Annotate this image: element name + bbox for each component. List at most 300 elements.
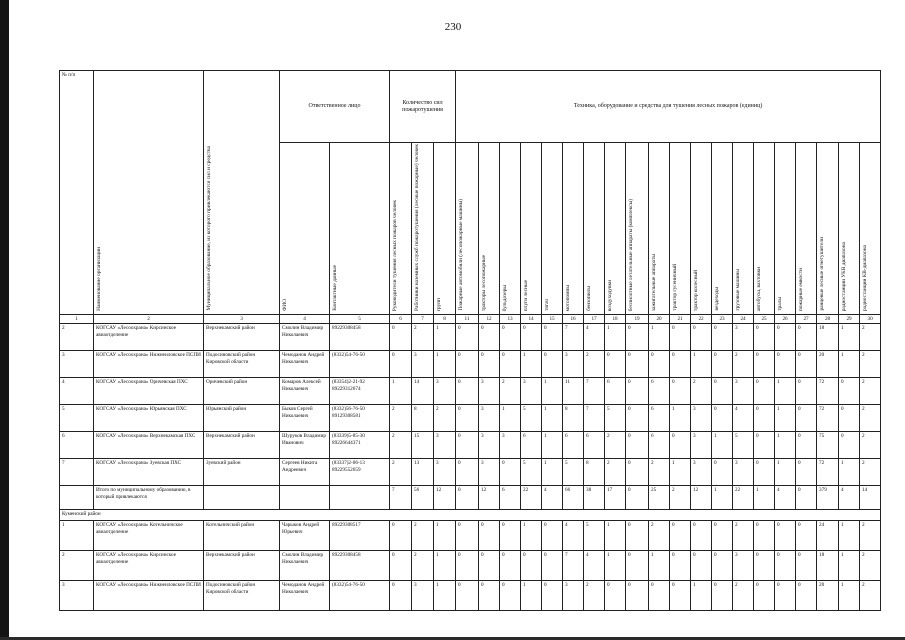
table-row — [60, 405, 881, 432]
value-cell: 0 — [500, 551, 521, 581]
organization-name: КОГСАУ «Лесоохрана» Нижнеиловское ПСПИ — [94, 351, 204, 378]
municipality-name: Котельничский район — [204, 521, 280, 551]
subtotal-value: 379 — [817, 486, 839, 510]
value-cell: 2 — [412, 551, 434, 581]
column-number: 11 — [456, 315, 479, 324]
table-row — [60, 551, 881, 581]
value-cell: 0 — [712, 581, 733, 611]
value-cell: 3 — [434, 432, 456, 459]
table-row — [60, 581, 881, 611]
value-cell: 0 — [521, 551, 542, 581]
value-cell: 0 — [775, 324, 796, 351]
value-cell: 1 — [839, 521, 860, 551]
value-cell: 72 — [817, 405, 839, 432]
value-cell: 3 — [479, 432, 500, 459]
value-cell: 2 — [434, 405, 456, 432]
value-cell: 0 — [839, 405, 860, 432]
value-cell: 4 — [563, 521, 584, 551]
header-contacts: Контактные данные — [330, 143, 390, 315]
row-number: 5 — [60, 405, 94, 432]
header-e20: радиостанции КВ-диапазона — [860, 143, 881, 315]
header-e11: трактор гусеничный — [670, 143, 691, 315]
value-cell: 1 — [500, 405, 521, 432]
responsible-name: Чарыков Андрей Юрьевич — [280, 521, 330, 551]
value-cell: 0 — [479, 324, 500, 351]
value-cell: 1 — [839, 351, 860, 378]
value-cell: 0 — [500, 459, 521, 486]
value-cell: 0 — [796, 432, 817, 459]
value-cell: 3 — [479, 378, 500, 405]
value-cell: 1 — [542, 378, 563, 405]
value-cell: 3 — [691, 405, 712, 432]
municipality-name: Юрьянский район — [204, 405, 280, 432]
value-cell: 0 — [479, 351, 500, 378]
row-number: 2 — [60, 324, 94, 351]
header-e12: трактор колесный — [691, 143, 712, 315]
value-cell: 1 — [670, 459, 691, 486]
value-cell: 7 — [563, 551, 584, 581]
value-cell: 0 — [626, 459, 649, 486]
municipality-name: Верхнекамский район — [204, 432, 280, 459]
value-cell: 0 — [712, 351, 733, 378]
header-e19: радиостанции УКВ диапазона — [839, 143, 860, 315]
header-e8: воздуходувки — [605, 143, 626, 315]
value-cell: 3 — [733, 324, 754, 351]
scan-edge-left — [0, 0, 9, 640]
value-cell: 2 — [733, 351, 754, 378]
header-f3: групп — [434, 143, 456, 315]
value-cell: 0 — [626, 351, 649, 378]
value-cell: 6 — [649, 378, 670, 405]
value-cell: 3 — [691, 459, 712, 486]
column-number: 30 — [860, 315, 881, 324]
value-cell: 6 — [649, 432, 670, 459]
column-number: 28 — [817, 315, 839, 324]
value-cell: 0 — [691, 551, 712, 581]
value-cell: 0 — [775, 551, 796, 581]
column-number: 17 — [584, 315, 605, 324]
value-cell: 1 — [605, 551, 626, 581]
value-cell: 3 — [500, 432, 521, 459]
value-cell: 72 — [817, 459, 839, 486]
value-cell: 1 — [542, 405, 563, 432]
value-cell: 20 — [817, 351, 839, 378]
value-cell: 1 — [839, 459, 860, 486]
column-number: 5 — [330, 315, 390, 324]
table-row — [60, 324, 881, 351]
value-cell: 0 — [712, 378, 733, 405]
contact-data: 89229308458 — [330, 324, 390, 351]
value-cell: 0 — [456, 521, 479, 551]
value-cell: 0 — [456, 551, 479, 581]
value-cell: 0 — [456, 324, 479, 351]
value-cell: 5 — [605, 405, 626, 432]
value-cell: 0 — [754, 521, 775, 551]
column-number: 19 — [626, 315, 649, 324]
value-cell: 0 — [521, 324, 542, 351]
value-cell: 5 — [584, 521, 605, 551]
table-row — [60, 459, 881, 486]
value-cell: 0 — [626, 324, 649, 351]
value-cell: 0 — [691, 324, 712, 351]
value-cell: 1 — [542, 459, 563, 486]
value-cell: 1 — [434, 581, 456, 611]
value-cell: 2 — [860, 551, 881, 581]
row-number: 3 — [60, 581, 94, 611]
row-number: 4 — [60, 378, 94, 405]
column-number: 4 — [280, 315, 330, 324]
value-cell: 0 — [479, 551, 500, 581]
header-e9: беспилотные летательные аппараты (комплексы) — [626, 143, 649, 315]
value-cell: 2 — [733, 521, 754, 551]
municipality-name: Подосиновский район Кировской области — [204, 581, 280, 611]
value-cell: 0 — [456, 351, 479, 378]
value-cell: 1 — [670, 405, 691, 432]
value-cell: 1 — [605, 521, 626, 551]
value-cell: 0 — [649, 351, 670, 378]
subtotal-value: 14 — [860, 486, 881, 510]
header-e17: пожарные емкости — [796, 143, 817, 315]
value-cell: 1 — [521, 521, 542, 551]
value-cell: 3 — [733, 378, 754, 405]
value-cell: 3 — [521, 378, 542, 405]
value-cell: 14 — [412, 378, 434, 405]
value-cell: 0 — [479, 581, 500, 611]
value-cell: 1 — [775, 378, 796, 405]
subtotal-empty — [330, 486, 390, 510]
header-municipality: Муниципальное образование, из которого привлекаются сил и средства — [204, 71, 280, 315]
column-number: 8 — [434, 315, 456, 324]
value-cell: 2 — [860, 351, 881, 378]
value-cell: 2 — [412, 521, 434, 551]
value-cell: 1 — [839, 581, 860, 611]
value-cell: 72 — [817, 378, 839, 405]
value-cell: 2 — [605, 432, 626, 459]
value-cell: 0 — [754, 581, 775, 611]
header-org: Наименование организации — [94, 71, 204, 315]
value-cell: 1 — [434, 521, 456, 551]
value-cell: 1 — [649, 324, 670, 351]
column-number: 26 — [775, 315, 796, 324]
region-name: Куменский район — [60, 510, 881, 521]
value-cell: 2 — [691, 378, 712, 405]
value-cell: 3 — [733, 459, 754, 486]
value-cell: 3 — [479, 459, 500, 486]
value-cell: 0 — [456, 432, 479, 459]
value-cell: 0 — [626, 581, 649, 611]
responsible-name: Чемоданов Андрей Николаевич — [280, 581, 330, 611]
value-cell: 0 — [754, 378, 775, 405]
value-cell: 0 — [542, 521, 563, 551]
row-number: 6 — [60, 432, 94, 459]
municipality-name: Оричевский район — [204, 378, 280, 405]
subtotal-value: 2 — [670, 486, 691, 510]
value-cell: 0 — [500, 521, 521, 551]
value-cell: 0 — [626, 521, 649, 551]
value-cell: 1 — [712, 432, 733, 459]
value-cell: 8 — [412, 405, 434, 432]
header-e1: Пожарные автомобили (лесопожарные машины) — [456, 143, 479, 315]
column-number: 3 — [204, 315, 280, 324]
column-number: 20 — [649, 315, 670, 324]
organization-name: КОГСАУ «Лесоохрана» Кирсинское авиаотделение — [94, 324, 204, 351]
value-cell: 0 — [626, 551, 649, 581]
column-number: 24 — [733, 315, 754, 324]
header-e13: вездеходы — [712, 143, 733, 315]
value-cell: 2 — [860, 378, 881, 405]
column-number: 7 — [412, 315, 434, 324]
value-cell: 7 — [584, 378, 605, 405]
value-cell: 1 — [542, 432, 563, 459]
value-cell: 0 — [456, 581, 479, 611]
value-cell: 6 — [521, 432, 542, 459]
value-cell: 2 — [500, 378, 521, 405]
value-cell: 0 — [479, 521, 500, 551]
value-cell: 1 — [775, 432, 796, 459]
value-cell: 0 — [754, 351, 775, 378]
value-cell: 2 — [390, 405, 412, 432]
value-cell: 0 — [796, 324, 817, 351]
value-cell: 0 — [754, 405, 775, 432]
value-cell: 0 — [542, 324, 563, 351]
header-e14: грузовые машины — [733, 143, 754, 315]
column-number: 27 — [796, 315, 817, 324]
municipality-name: Подосиновский район Кировской области — [204, 351, 280, 378]
value-cell: 1 — [434, 551, 456, 581]
value-cell: 6 — [605, 378, 626, 405]
value-cell: 1 — [775, 459, 796, 486]
organization-name: КОГСАУ «Лесоохрана» Верхнекамская ПХС — [94, 432, 204, 459]
organization-name: КОГСАУ «Лесоохрана» Зуевская ПХС — [94, 459, 204, 486]
value-cell: 0 — [796, 351, 817, 378]
header-f1: Руководители тушения лесных пожаров человек — [390, 143, 412, 315]
value-cell: 2 — [860, 581, 881, 611]
municipality-name: Верхнекамский район — [204, 324, 280, 351]
value-cell: 1 — [434, 351, 456, 378]
value-cell: 0 — [500, 351, 521, 378]
column-number: 29 — [839, 315, 860, 324]
value-cell: 1 — [649, 551, 670, 581]
value-cell: 3 — [479, 405, 500, 432]
organization-name: КОГСАУ «Лесоохрана» Оричевская ПХС — [94, 378, 204, 405]
value-cell: 0 — [456, 378, 479, 405]
subtotal-value: 4 — [839, 486, 860, 510]
value-cell: 1 — [691, 581, 712, 611]
header-e10: зажигательные аппараты — [649, 143, 670, 315]
value-cell: 4 — [584, 324, 605, 351]
value-cell: 1 — [434, 324, 456, 351]
value-cell: 2 — [649, 521, 670, 551]
subtotal-value: 12 — [434, 486, 456, 510]
header-f2: Работники наземных служб пожаротушения (лесные пожарные) человек — [412, 143, 434, 315]
value-cell: 2 — [649, 459, 670, 486]
row-number: 1 — [60, 521, 94, 551]
value-cell: 0 — [754, 459, 775, 486]
organization-name: КОГСАУ «Лесоохрана» Котельничское авиаотделение — [94, 521, 204, 551]
value-cell: 0 — [670, 581, 691, 611]
subtotal-value: 1 — [754, 486, 775, 510]
value-cell: 2 — [860, 521, 881, 551]
subtotal-value: 4 — [542, 486, 563, 510]
value-cell: 2 — [733, 581, 754, 611]
column-number: 25 — [754, 315, 775, 324]
value-cell: 13 — [412, 459, 434, 486]
subtotal-value: 0 — [796, 486, 817, 510]
value-cell: 0 — [796, 378, 817, 405]
column-number: 6 — [390, 315, 412, 324]
value-cell: 3 — [563, 351, 584, 378]
row-number: 3 — [60, 351, 94, 378]
column-number: 23 — [712, 315, 733, 324]
contact-data: (8332)56-76-50 89129308581 — [330, 405, 390, 432]
value-cell: 2 — [390, 459, 412, 486]
value-cell: 0 — [712, 459, 733, 486]
header-e15: автобусы, вахтовки — [754, 143, 775, 315]
column-number: 2 — [94, 315, 204, 324]
header-e6: мотопомпы — [563, 143, 584, 315]
value-cell: 3 — [412, 351, 434, 378]
value-cell: 0 — [649, 581, 670, 611]
contact-data: (8332)54-76-50 — [330, 581, 390, 611]
value-cell: 1 — [390, 378, 412, 405]
column-number: 22 — [691, 315, 712, 324]
subtotal-value: 25 — [649, 486, 670, 510]
value-cell: 0 — [712, 324, 733, 351]
responsible-name: Сергеев Никита Андреевич — [280, 459, 330, 486]
value-cell: 20 — [817, 581, 839, 611]
value-cell: 0 — [796, 581, 817, 611]
value-cell: 0 — [712, 551, 733, 581]
subtotal-row — [60, 486, 881, 510]
header-e5: тягач — [542, 143, 563, 315]
header-e7: бензопилы — [584, 143, 605, 315]
value-cell: 0 — [542, 551, 563, 581]
value-cell: 0 — [626, 378, 649, 405]
value-cell: 0 — [839, 432, 860, 459]
subtotal-value: 56 — [412, 486, 434, 510]
row-number: 7 — [60, 459, 94, 486]
organization-name: КОГСАУ «Лесоохрана» Кирсинское авиаотделение — [94, 551, 204, 581]
responsible-name: Смолин Владимир Николаевич — [280, 324, 330, 351]
value-cell: 3 — [434, 459, 456, 486]
value-cell: 4 — [733, 405, 754, 432]
subtotal-value: 22 — [521, 486, 542, 510]
region-row — [60, 510, 881, 521]
table-row — [60, 521, 881, 551]
value-cell: 5 — [521, 459, 542, 486]
header-e3: бульдозеры — [500, 143, 521, 315]
value-cell: 0 — [626, 405, 649, 432]
value-cell: 2 — [390, 432, 412, 459]
column-number: 15 — [542, 315, 563, 324]
organization-name: КОГСАУ «Лесоохрана» Юрьянская ПХС — [94, 405, 204, 432]
header-forces: Количество сил пожаротушения — [390, 71, 456, 143]
value-cell: 0 — [500, 324, 521, 351]
value-cell: 5 — [521, 405, 542, 432]
value-cell: 6 — [649, 405, 670, 432]
value-cell: 4 — [584, 551, 605, 581]
value-cell: 0 — [775, 521, 796, 551]
header-e4: плуги лесные — [521, 143, 542, 315]
contact-data: (8332)54-76-50 — [330, 351, 390, 378]
header-e16: тралы — [775, 143, 796, 315]
contact-data: (83337)2-06-13 89229552659 — [330, 459, 390, 486]
value-cell: 75 — [817, 432, 839, 459]
column-number: 12 — [479, 315, 500, 324]
table-row — [60, 351, 881, 378]
value-cell: 3 — [434, 378, 456, 405]
page-number: 230 — [444, 21, 462, 33]
value-cell: 8 — [563, 405, 584, 432]
value-cell: 11 — [563, 378, 584, 405]
subtotal-value: 17 — [605, 486, 626, 510]
value-cell: 3 — [412, 581, 434, 611]
responsible-name: Чемоданов Андрей Николаевич — [280, 351, 330, 378]
column-number-row — [60, 315, 881, 324]
value-cell: 18 — [817, 324, 839, 351]
subtotal-value: 12 — [691, 486, 712, 510]
header-fio: ФИО — [280, 143, 330, 315]
value-cell: 2 — [860, 405, 881, 432]
value-cell: 0 — [796, 405, 817, 432]
value-cell: 2 — [584, 351, 605, 378]
value-cell: 0 — [542, 581, 563, 611]
value-cell: 5 — [733, 432, 754, 459]
value-cell: 0 — [754, 432, 775, 459]
value-cell: 0 — [390, 551, 412, 581]
subtotal-value: 6 — [500, 486, 521, 510]
subtotal-empty — [280, 486, 330, 510]
subtotal-value: 0 — [456, 486, 479, 510]
column-number: 14 — [521, 315, 542, 324]
contact-data: (83339)5-85-30 89226644371 — [330, 432, 390, 459]
value-cell: 0 — [456, 459, 479, 486]
value-cell: 1 — [839, 324, 860, 351]
value-cell: 0 — [670, 432, 691, 459]
contact-data: 89229308458 — [330, 551, 390, 581]
value-cell: 0 — [691, 521, 712, 551]
value-cell: 0 — [390, 351, 412, 378]
value-cell: 0 — [670, 324, 691, 351]
value-cell: 3 — [563, 581, 584, 611]
value-cell: 2 — [860, 459, 881, 486]
column-number: 21 — [670, 315, 691, 324]
value-cell: 0 — [500, 581, 521, 611]
value-cell: 0 — [670, 551, 691, 581]
value-cell: 2 — [860, 324, 881, 351]
value-cell: 0 — [390, 324, 412, 351]
value-cell: 0 — [796, 551, 817, 581]
subtotal-value: 38 — [584, 486, 605, 510]
row-number: 2 — [60, 551, 94, 581]
header-e2: тракторы лесопожарные — [479, 143, 500, 315]
subtotal-label: Итого по муниципальному образованию, в который привлекаются — [94, 486, 204, 510]
value-cell: 1 — [839, 551, 860, 581]
column-number: 13 — [500, 315, 521, 324]
value-cell: 0 — [775, 351, 796, 378]
value-cell: 0 — [670, 351, 691, 378]
equipment-table — [59, 70, 881, 611]
organization-name: КОГСАУ «Лесоохрана» Нижнеиловское ПСПИ — [94, 581, 204, 611]
responsible-name: Комаров Алексей Николаевич — [280, 378, 330, 405]
value-cell: 8 — [584, 459, 605, 486]
responsible-name: Смолин Владимир Николаевич — [280, 551, 330, 581]
subtotal-value: 12 — [479, 486, 500, 510]
value-cell: 0 — [670, 521, 691, 551]
table-row — [60, 432, 881, 459]
value-cell: 0 — [390, 581, 412, 611]
column-number: 18 — [605, 315, 626, 324]
